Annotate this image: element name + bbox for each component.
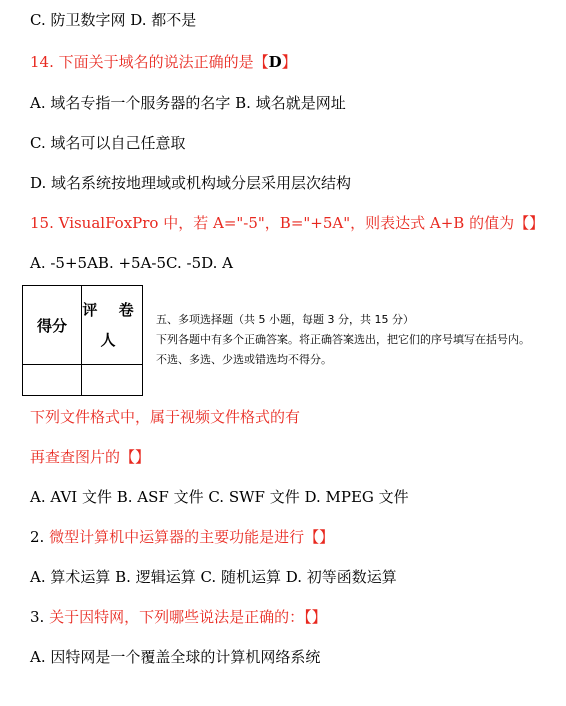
question-14-bracket: 】 — [281, 53, 297, 71]
option-line: A. -5+5AB. +5A-5C. -5D. A — [30, 254, 233, 272]
option-line: A. AVI 文件 B. ASF 文件 C. SWF 文件 D. MPEG 文件 — [30, 488, 409, 506]
score-table — [22, 285, 143, 396]
question-14-answer: D — [268, 53, 282, 71]
option-line: D. 域名系统按地理域或机构域分层采用层次结构 — [30, 174, 352, 192]
question-text: 下列文件格式中，属于视频文件格式的有 — [30, 408, 301, 426]
option-line: A. 算术运算 B. 逻辑运算 C. 随机运算 D. 初等函数运算 — [30, 568, 397, 586]
question-2: 2. 微型计算机中运算器的主要功能是进行【】 — [30, 528, 335, 546]
question-15: 15. VisualFoxPro 中，若 A="-5"，B="+5A"，则表达式 A+B 的值为【】 — [30, 214, 545, 232]
question-14-text: 14. 下面关于域名的说法正确的是【 — [30, 53, 269, 71]
question-3: 3. 关于因特网，下列哪些说法是正确的：【】 — [30, 608, 327, 626]
section-instruction: 下列各题中有多个正确答案。将正确答案选出，把它们的序号填写在括号内。 — [156, 333, 530, 346]
option-line: A. 域名专指一个服务器的名字 B. 域名就是网址 — [30, 94, 346, 112]
section-instruction: 不选、多选、少选或错选均不得分。 — [156, 353, 332, 366]
option-line: A. 因特网是一个覆盖全球的计算机网络系统 — [30, 648, 321, 666]
score-entry-cell[interactable] — [23, 365, 82, 396]
option-line: C. 域名可以自己任意取 — [30, 134, 186, 152]
question-text: 再查查图片的【】 — [30, 448, 151, 466]
section-title: 五、多项选择题（共 5 小题，每题 3 分，共 15 分） — [156, 313, 414, 326]
reviewer-label-cell: 评 卷 人 — [82, 286, 143, 365]
option-line: C. 防卫数字网 D. 都不是 — [30, 11, 197, 29]
score-label-cell: 得分 — [23, 286, 82, 365]
reviewer-entry-cell[interactable] — [82, 365, 143, 396]
question-14 — [30, 52, 297, 72]
